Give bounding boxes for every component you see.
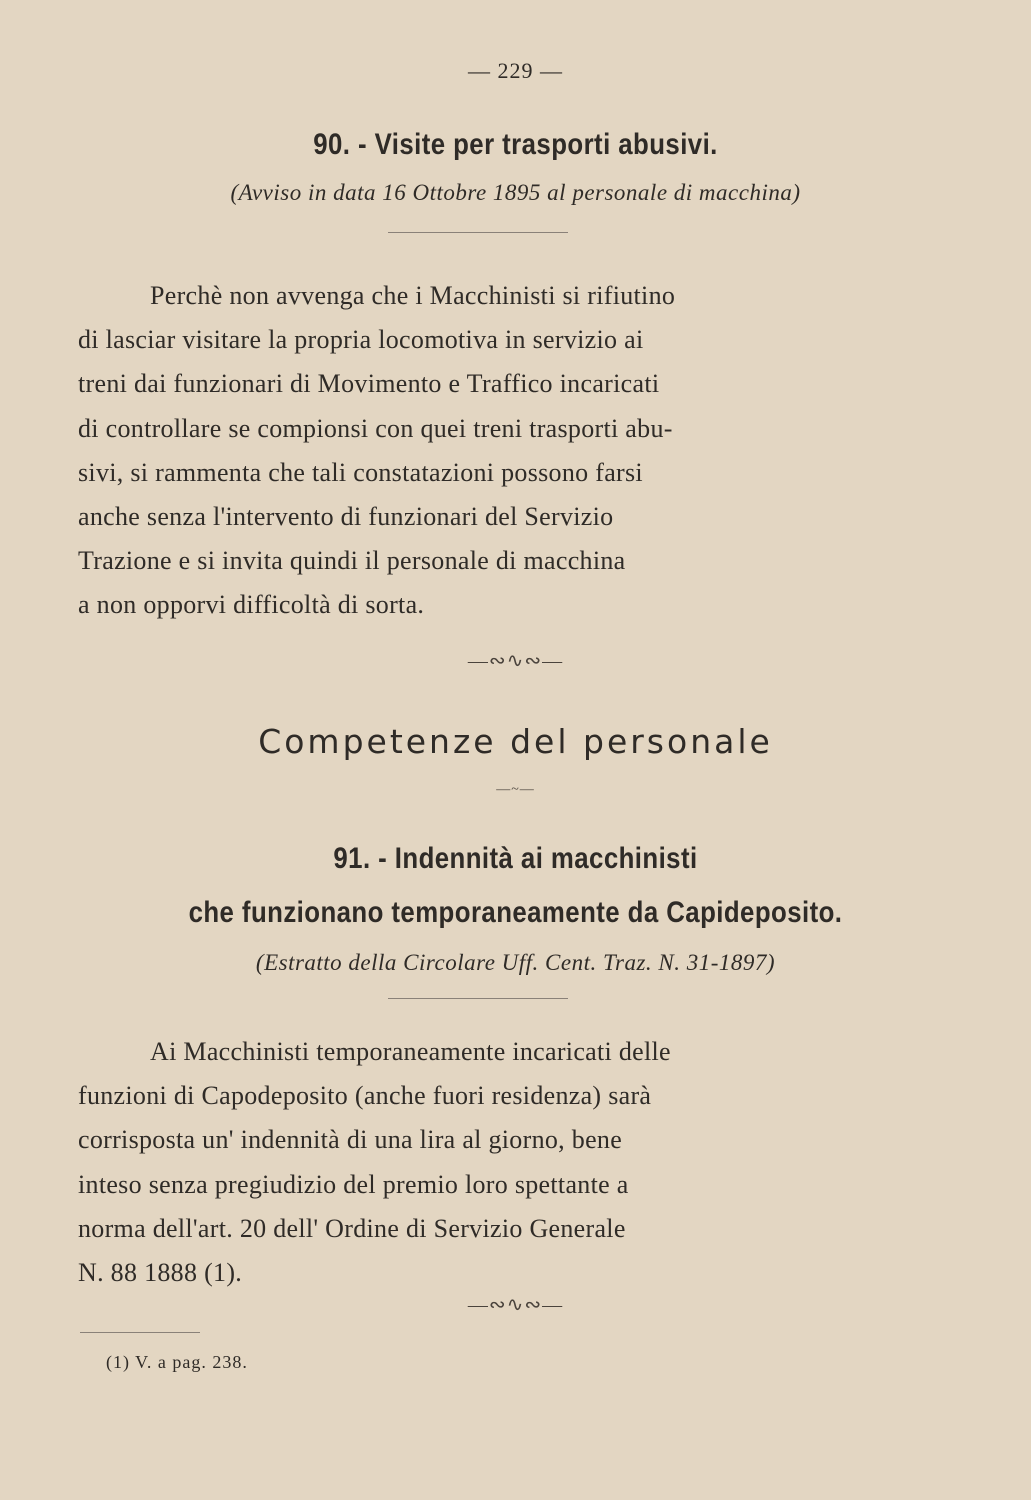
text-line: Ai Macchinisti temporaneamente incaricati delle [150, 1037, 671, 1066]
text-line: di lasciar visitare la propria locomotiva in servizio ai [78, 325, 644, 355]
text-line: N. 88 1888 (1). [78, 1258, 243, 1288]
text-line: anche senza l'intervento di funzionari del Servizio [78, 502, 614, 532]
section-90-heading: 90. - Visite per trasporti abusivi. [313, 128, 718, 161]
text-line: a non opporvi difficoltà di sorta. [78, 590, 425, 620]
ornament: —∾∿∾— [467, 650, 564, 672]
text-line: norma dell'art. 20 dell' Ordine di Servizio Generale [78, 1213, 626, 1243]
footnote-rule [80, 1332, 200, 1333]
section-91-heading-line2: che funzionano temporaneamente da Capideposito. [188, 896, 843, 929]
text-line: corrisposta un' indennità di una lira al giorno, bene [78, 1125, 623, 1155]
text-line: funzioni di Capodeposito (anche fuori residenza) sarà [78, 1081, 652, 1111]
text-line: sivi, si rammenta che tali constatazioni possono farsi [78, 457, 643, 487]
text-line: Perchè non avvenga che i Macchinisti si rifiutino [150, 281, 676, 310]
section-91-paragraph [78, 1030, 873, 1295]
section-91-source: (Estratto della Circolare Uff. Cent. Traz. N. 31-1897) [255, 950, 776, 975]
text-line: di controllare se compionsi con quei treni trasporti abu- [78, 413, 673, 443]
divider [388, 998, 568, 999]
page-number: — 229 — [468, 58, 563, 83]
small-ornament: —~— [496, 782, 535, 797]
footnote: (1) V. a pag. 238. [106, 1352, 248, 1372]
text-line: Trazione e si invita quindi il personale di macchina [78, 546, 626, 576]
ornament: —∾∿∾— [467, 1294, 564, 1316]
text-line: inteso senza pregiudizio del premio loro spettante a [78, 1169, 629, 1199]
text-line: treni dai funzionari di Movimento e Traffico incaricati [78, 369, 660, 399]
section-title: Competenze del personale [258, 722, 773, 761]
section-91-heading-line1: 91. - Indennità ai macchinisti [333, 842, 698, 875]
section-90-source: (Avviso in data 16 Ottobre 1895 al personale di macchina) [230, 180, 801, 205]
section-90-paragraph [78, 274, 873, 628]
divider [388, 232, 568, 233]
